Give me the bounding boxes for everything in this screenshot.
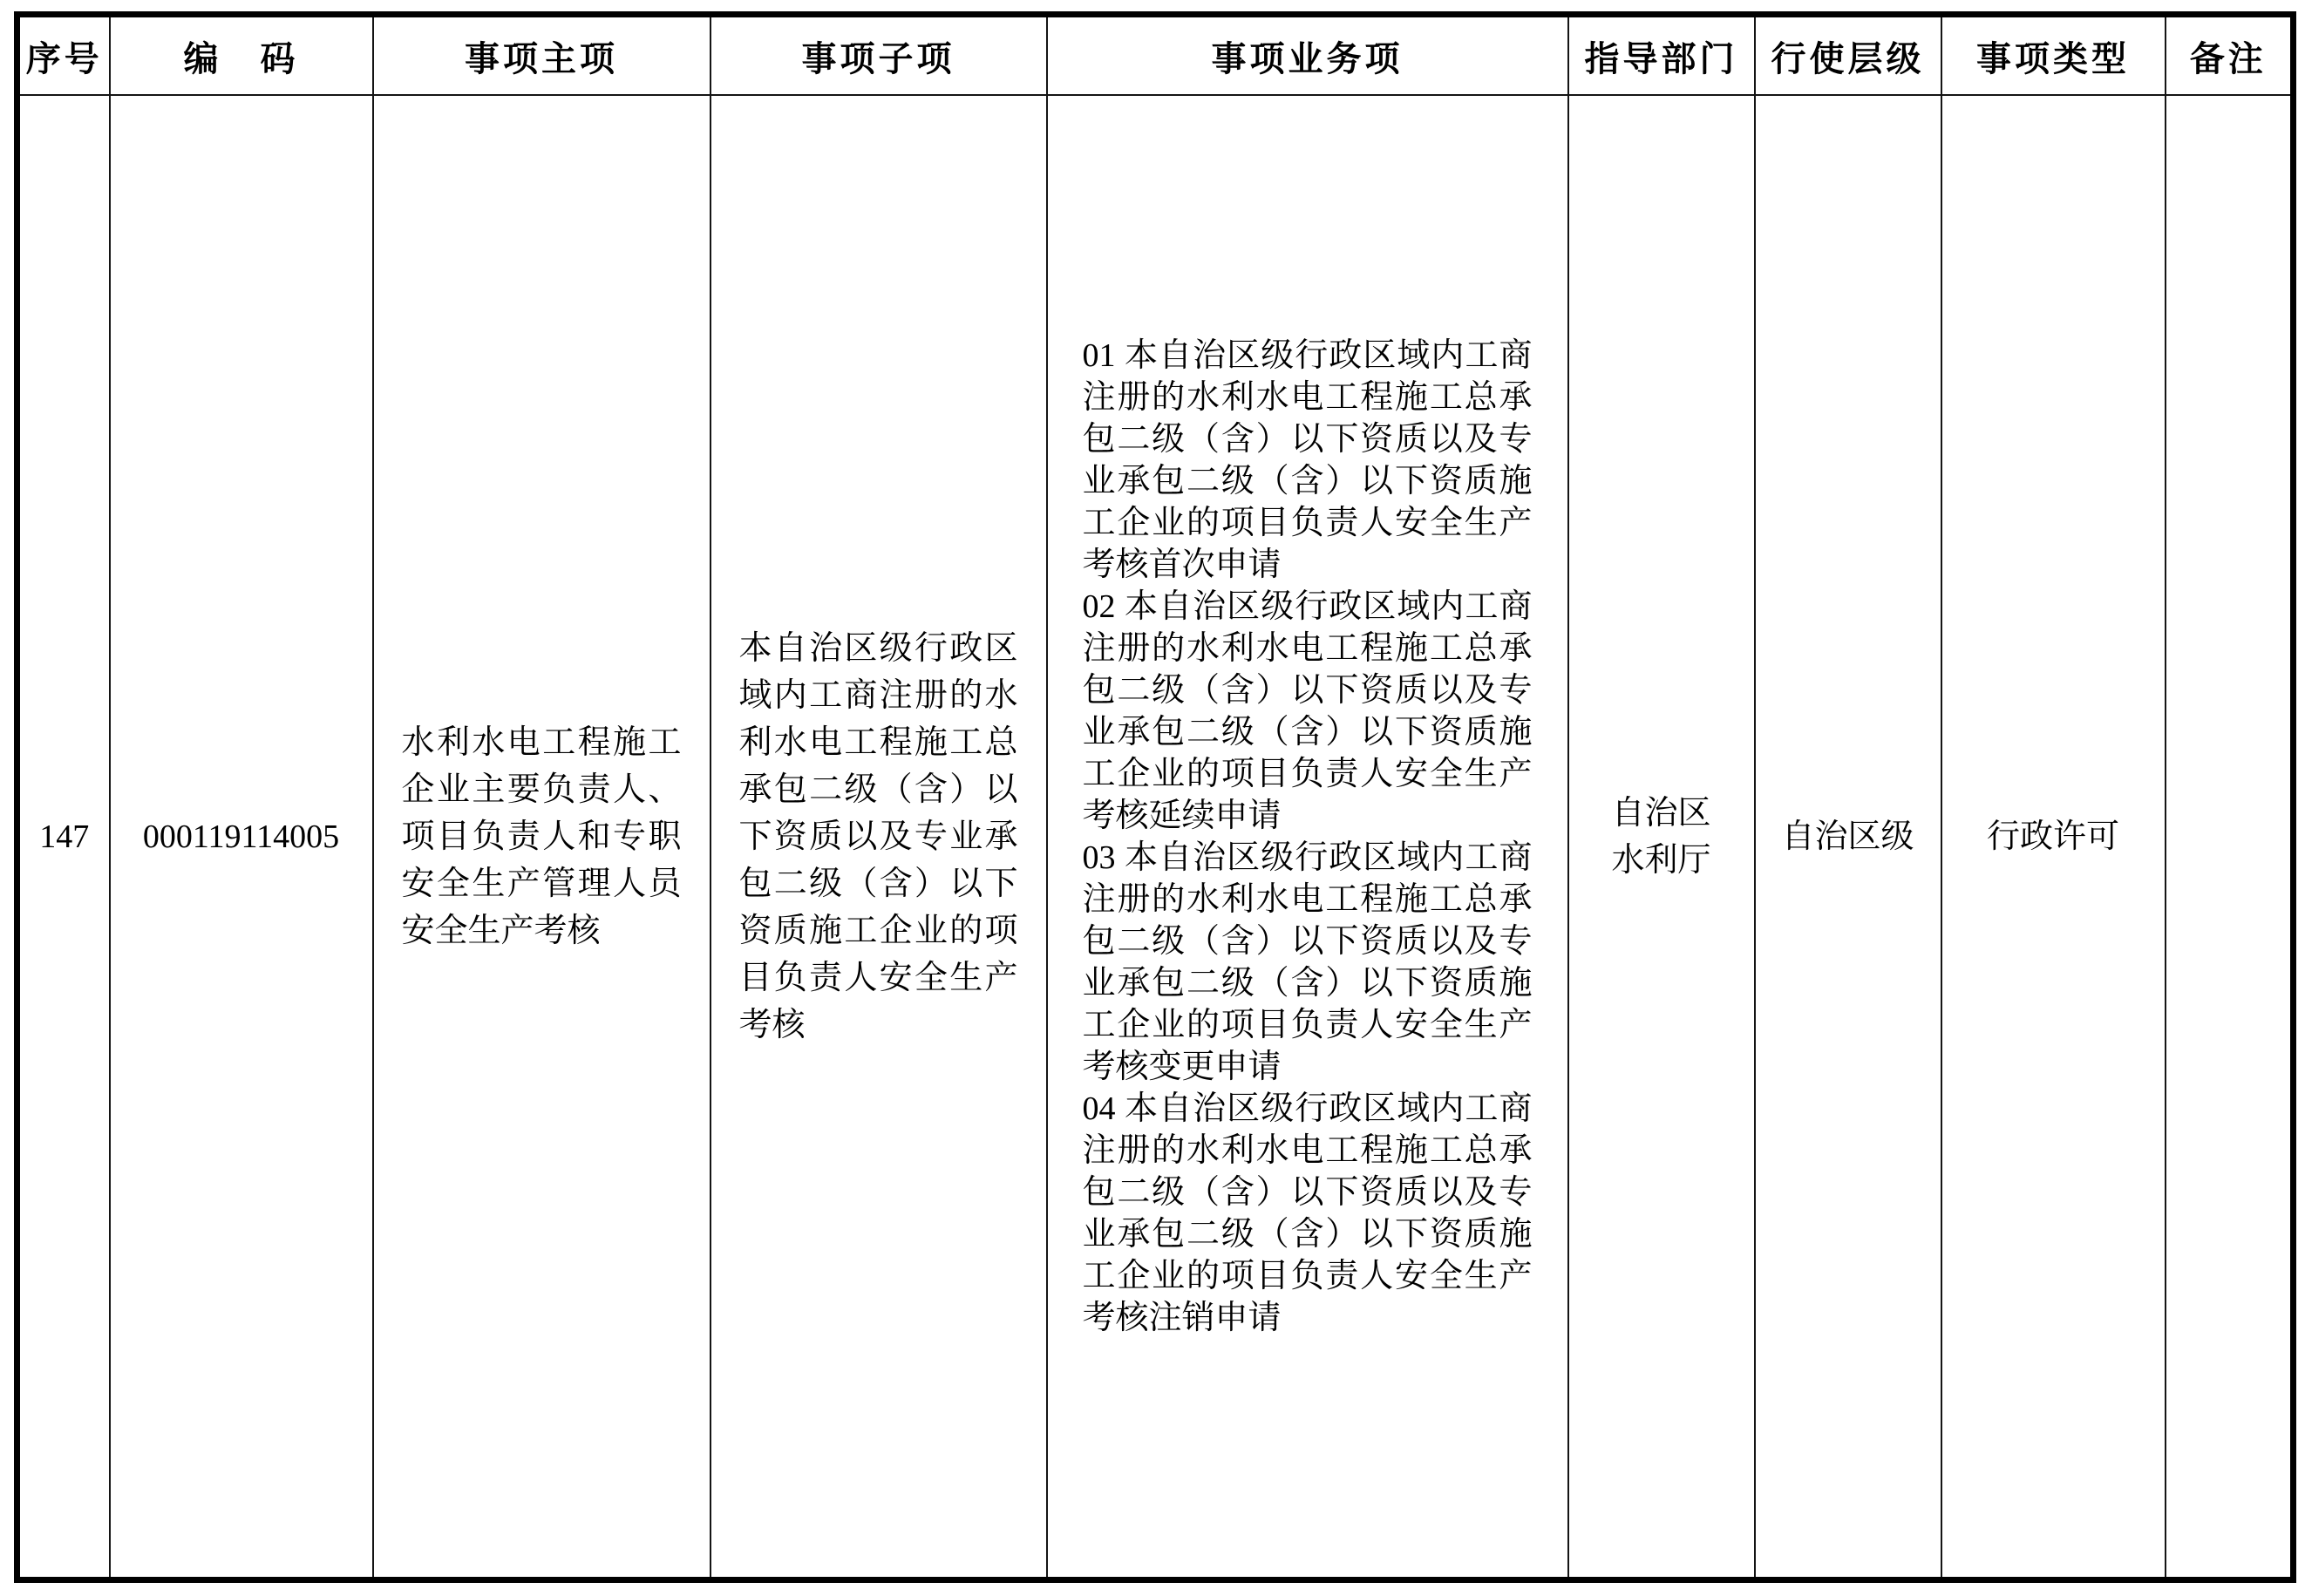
guide-department-line-2: 水利厅 <box>1611 841 1711 879</box>
cell-code: 000119114005 <box>110 95 373 1580</box>
business-item-04: 04 本自治区级行政区域内工商注册的水利水电工程施工总承包二级（含）以下资质以及专业承包二级（含）以下资质施工企业的项目负责人安全生产考核注销申请 <box>1082 1090 1533 1336</box>
cell-remark <box>2166 95 2294 1580</box>
header-main-item: 事项主项 <box>373 15 711 96</box>
header-code: 编 码 <box>110 15 373 96</box>
business-item-01: 01 本自治区级行政区域内工商注册的水利水电工程施工总承包二级（含）以下资质以及专业承包二级（含）以下资质施工企业的项目负责人安全生产考核首次申请 <box>1082 336 1533 583</box>
cell-sub-item: 本自治区级行政区域内工商注册的水利水电工程施工总承包二级（含）以下资质以及专业承包二级（含）以下资质施工企业的项目负责人安全生产考核 <box>711 95 1047 1580</box>
cell-main-item: 水利水电工程施工企业主要负责人、项目负责人和专职安全生产管理人员安全生产考核 <box>373 95 711 1580</box>
cell-guide-department <box>1568 95 1755 1580</box>
data-row-147 <box>17 95 2294 1580</box>
business-item-03: 03 本自治区级行政区域内工商注册的水利水电工程施工总承包二级（含）以下资质以及专业承包二级（含）以下资质施工企业的项目负责人安全生产考核变更申请 <box>1082 839 1533 1085</box>
guide-department-line-1: 自治区 <box>1611 794 1711 832</box>
cell-business-items <box>1047 95 1568 1580</box>
cell-item-type: 行政许可 <box>1941 95 2166 1580</box>
header-remark: 备注 <box>2166 15 2294 96</box>
header-guide-department: 指导部门 <box>1568 15 1755 96</box>
header-business-item: 事项业务项 <box>1047 15 1568 96</box>
header-serial-number: 序号 <box>17 15 110 96</box>
header-item-type: 事项类型 <box>1941 15 2166 96</box>
business-item-02: 02 本自治区级行政区域内工商注册的水利水电工程施工总承包二级（含）以下资质以及专业承包二级（含）以下资质施工企业的项目负责人安全生产考核延续申请 <box>1082 587 1533 834</box>
cell-exercise-level: 自治区级 <box>1755 95 1941 1580</box>
header-row <box>17 15 2294 96</box>
cell-serial-number: 147 <box>17 95 110 1580</box>
approval-items-table <box>14 11 2296 1583</box>
header-exercise-level: 行使层级 <box>1755 15 1941 96</box>
header-sub-item: 事项子项 <box>711 15 1047 96</box>
